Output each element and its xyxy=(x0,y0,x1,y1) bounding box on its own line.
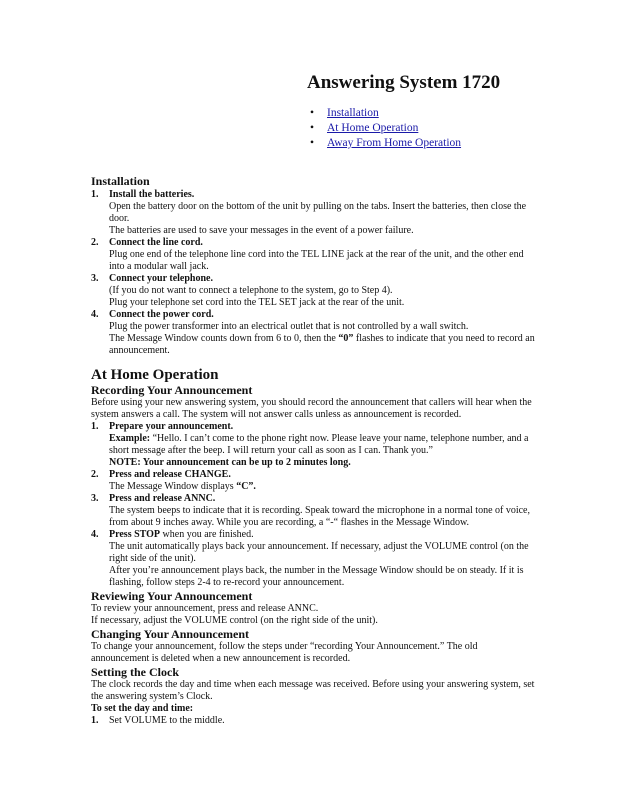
step-text xyxy=(109,481,536,493)
zero-indicator: “0” xyxy=(338,333,354,344)
toc-item xyxy=(310,121,461,136)
step-text: Set VOLUME to the middle. xyxy=(109,715,225,726)
step-text xyxy=(109,433,536,457)
step-number: 1. xyxy=(91,715,99,726)
step-text: Plug the power transformer into an electrical outlet that is not controlled by a wall switch. xyxy=(109,321,469,332)
changing-heading: Changing Your Announcement xyxy=(91,627,250,641)
step-number: 3. xyxy=(91,273,99,284)
step-text xyxy=(109,333,536,357)
example-label: Example: xyxy=(109,433,151,444)
recording-step-3 xyxy=(91,493,536,529)
clock-subheading: To set the day and time: xyxy=(91,703,194,714)
step-title-rest: when you are finished. xyxy=(160,529,254,540)
toc-item xyxy=(310,106,461,121)
recording-intro: Before using your new answering system, you should record the announcement that callers will hear when the system answers a call. The system will not answer calls unless as announcement is recorded. xyxy=(91,397,532,420)
clock-heading: Setting the Clock xyxy=(91,665,179,679)
table-of-contents xyxy=(310,106,461,151)
toc-link-at-home-operation[interactable]: At Home Operation xyxy=(327,122,419,134)
recording-step-4 xyxy=(91,529,536,589)
step-number: 1. xyxy=(91,189,99,200)
installation-step-3 xyxy=(91,273,536,309)
text-run: The Message Window displays xyxy=(109,481,237,492)
toc-item xyxy=(310,136,461,151)
step-text: Open the battery door on the bottom of the unit by pulling on the tabs. Insert the batteries, then close the door. xyxy=(109,201,527,224)
recording-step-1 xyxy=(91,421,536,469)
clock-text: The clock records the day and time when each message was received. Before using your answering system, set the answering system’s Clock. xyxy=(91,679,535,702)
reviewing-text: If necessary, adjust the VOLUME control (on the right side of the unit). xyxy=(91,615,378,626)
step-number: 1. xyxy=(91,421,99,432)
reviewing-heading: Reviewing Your Announcement xyxy=(91,589,253,603)
step-title: Press and release ANNC. xyxy=(109,493,216,504)
note-text: NOTE: Your announcement can be up to 2 minutes long. xyxy=(109,457,351,468)
step-text: Plug your telephone set cord into the TEL SET jack at the rear of the unit. xyxy=(109,297,405,308)
step-number: 4. xyxy=(91,529,99,540)
changing-text: To change your announcement, follow the steps under “recording Your Announcement.” The old announcement is deleted when a new announcement is recorded. xyxy=(91,641,478,664)
example-text: “Hello. I can’t come to the phone right now. Please leave your name, telephone number, and a short message after the beep. I will return your call as soon as I can. Thank you.” xyxy=(109,433,529,456)
step-text: (If you do not want to connect a telephone to the system, go to Step 4). xyxy=(109,285,393,296)
recording-step-2 xyxy=(91,469,536,493)
installation-heading: Installation xyxy=(91,174,150,188)
step-text: The system beeps to indicate that it is recording. Speak toward the microphone in a normal tone of voice, from about 9 inches away. While you are recording, a “-“ flashes in the Message Window. xyxy=(109,505,530,528)
toc-link-away-from-home-operation[interactable]: Away From Home Operation xyxy=(327,137,462,149)
installation-step-1 xyxy=(91,189,536,237)
step-number: 4. xyxy=(91,309,99,320)
step-text: The batteries are used to save your messages in the event of a power failure. xyxy=(109,225,414,236)
step-text: After you’re announcement plays back, the number in the Message Window should be on steady. If it is flashing, follow steps 2-4 to re-record your announcement. xyxy=(109,565,524,588)
step-number: 2. xyxy=(91,469,99,480)
step-title: Connect the line cord. xyxy=(109,237,203,248)
toc-link-installation[interactable]: Installation xyxy=(327,107,379,119)
step-title xyxy=(109,529,536,541)
installation-step-4 xyxy=(91,309,536,357)
step-text: The unit automatically plays back your announcement. If necessary, adjust the VOLUME control (on the right side of the unit). xyxy=(109,541,529,564)
step-title: Connect your telephone. xyxy=(109,273,213,284)
step-title: Prepare your announcement. xyxy=(109,421,234,432)
recording-heading: Recording Your Announcement xyxy=(91,383,253,397)
text-run: The Message Window counts down from 6 to 0, then the xyxy=(109,333,339,344)
step-number: 3. xyxy=(91,493,99,504)
display-indicator: “C”. xyxy=(236,481,256,492)
document-body xyxy=(91,174,536,727)
installation-step-2 xyxy=(91,237,536,273)
step-title: Press and release CHANGE. xyxy=(109,469,231,480)
at-home-operation-heading: At Home Operation xyxy=(91,367,219,383)
step-title: Connect the power cord. xyxy=(109,309,214,320)
text-run: flashes to indicate that you need to record an announcement. xyxy=(109,333,535,356)
clock-step-1 xyxy=(91,715,536,727)
step-text: Plug one end of the telephone line cord into the TEL LINE jack at the rear of the unit, and the other end into a modular wall jack. xyxy=(109,249,524,272)
reviewing-text: To review your announcement, press and release ANNC. xyxy=(91,603,319,614)
step-title-bold: Press STOP xyxy=(109,529,161,540)
step-number: 2. xyxy=(91,237,99,248)
step-title: Install the batteries. xyxy=(109,189,195,200)
document-title: Answering System 1720 xyxy=(307,72,501,93)
